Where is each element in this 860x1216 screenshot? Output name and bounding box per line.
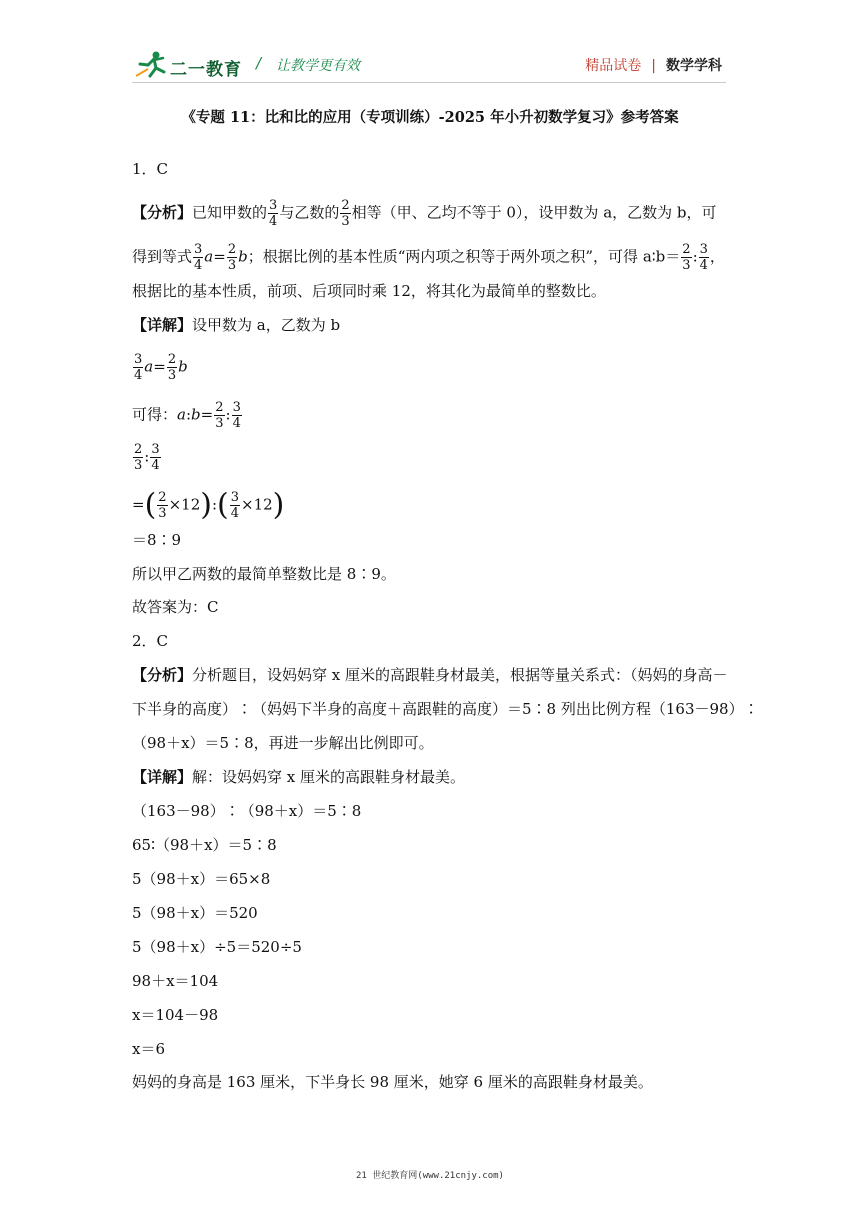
q1-result: ＝8∶9 — [132, 531, 182, 549]
detail-tag: 【详解】 — [132, 768, 193, 786]
q1-conclusion: 所以甲乙两数的最简单整数比是 8∶9。 — [132, 565, 396, 583]
math-var: b — [191, 405, 201, 424]
q1-step-1 — [132, 442, 162, 473]
q1-analysis-line-1 — [132, 198, 717, 229]
math-var: a — [204, 247, 214, 266]
analysis-tag: 【分析】 — [132, 203, 193, 222]
q2-analysis-line-3: （98＋x）＝5∶8，再进一步解出比例即可。 — [132, 734, 434, 752]
q2-step: 65∶（98＋x）＝5∶8 — [132, 836, 277, 854]
analysis-text: 相等（甲、乙均不等于 0），设甲数为 a，乙数为 b，可 — [351, 203, 717, 222]
q2-step: （163－98）∶（98＋x）＝5∶8 — [132, 802, 362, 820]
q2-step: x＝6 — [132, 1040, 166, 1058]
math-op: = — [132, 495, 145, 514]
math-var: b — [238, 247, 248, 266]
fraction: $\frac{2}{3}$ — [167, 352, 177, 383]
q2-step: x＝104－98 — [132, 1006, 219, 1024]
header-rule — [132, 82, 726, 83]
analysis-tag: 【分析】 — [132, 666, 193, 684]
detail-text: 可得： — [132, 405, 178, 424]
fraction: $\frac{3}{4}$ — [699, 242, 708, 273]
q2-number: 2．C — [132, 632, 169, 650]
math-op: ×12 — [168, 495, 201, 514]
fraction: $\frac{2}{3}$ — [134, 442, 143, 473]
analysis-text: ， — [709, 247, 725, 266]
math-op: : — [692, 247, 698, 266]
q2-step: 5（98＋x）＝520 — [132, 904, 258, 922]
q1-analysis-line-3: 根据比的基本性质，前项、后项同时乘 12，将其化为最简单的整数比。 — [132, 282, 606, 300]
header-label: 精品试卷 — [585, 58, 642, 74]
logo-text: 二一教育 — [170, 60, 242, 80]
q1-equation — [132, 352, 188, 383]
math-op: = — [213, 247, 226, 266]
q2-step: 5（98＋x）＝65×8 — [132, 870, 271, 888]
fraction: $\frac{3}{4}$ — [269, 198, 278, 229]
fraction: $\frac{3}{4}$ — [151, 442, 160, 473]
q1-number: 1．C — [132, 160, 169, 178]
math-var: b — [178, 357, 188, 376]
document-title: 《专题 11：比和比的应用（专项训练）-2025 年小升初数学复习》参考答案 — [181, 109, 679, 126]
runner-logo-icon — [136, 50, 170, 78]
fraction: $\frac{3}{4}$ — [230, 490, 240, 521]
fraction: $\frac{2}{3}$ — [227, 242, 237, 273]
analysis-text: ；根据比例的基本性质“两内项之积等于两外项之积”，可得 a∶b＝ — [247, 247, 681, 266]
q1-answer: 故答案为：C — [132, 598, 219, 616]
header-subject: 数学学科 — [666, 58, 722, 74]
math-var: a — [144, 357, 154, 376]
detail-text: 解：设妈妈穿 x 厘米的高跟鞋身材最美。 — [192, 768, 466, 786]
fraction: $\frac{3}{4}$ — [134, 352, 143, 383]
page-footer: 21 世纪教育网(www.21cnjy.com) — [356, 1171, 504, 1181]
fraction: $\frac{2}{3}$ — [215, 400, 224, 431]
q1-step-2: =( $\frac{2}{3}$ ×12):( $\frac{3}{4}$ ×12) — [132, 487, 285, 523]
fraction: $\frac{2}{3}$ — [341, 198, 350, 229]
analysis-text: 与乙数的 — [279, 203, 340, 222]
analysis-text: 已知甲数的 — [192, 203, 268, 222]
math-op: ×12 — [241, 495, 273, 514]
math-op: = — [200, 405, 214, 424]
header-separator: | — [651, 58, 656, 74]
q1-detail-line — [132, 315, 340, 335]
header-slogan: 让教学更有效 — [276, 58, 360, 74]
math-op: : — [225, 405, 231, 424]
math-op: = — [153, 357, 166, 376]
analysis-text: 分析题目，设妈妈穿 x 厘米的高跟鞋身材最美，根据等量关系式：（妈妈的身高－ — [192, 666, 728, 684]
detail-text: 设甲数为 a，乙数为 b — [192, 316, 341, 334]
page-header — [132, 46, 726, 86]
header-right — [585, 55, 722, 75]
q2-analysis-line-2: 下半身的高度）∶（妈妈下半身的高度＋高跟鞋的高度）＝5∶8 列出比例方程（163－98）∶ — [132, 700, 759, 718]
fraction: $\frac{2}{3}$ — [158, 490, 167, 521]
fraction: $\frac{2}{3}$ — [682, 242, 691, 273]
q2-analysis-line-1 — [132, 665, 728, 685]
math-op: : — [211, 495, 218, 514]
header-divider: / — [256, 54, 262, 72]
q2-detail-line — [132, 767, 465, 787]
analysis-text: 得到等式 — [132, 247, 193, 266]
q1-ratio — [132, 400, 243, 431]
fraction: $\frac{3}{4}$ — [194, 242, 203, 273]
q2-conclusion: 妈妈的身高是 163 厘米，下半身长 98 厘米，她穿 6 厘米的高跟鞋身材最美。 — [132, 1073, 653, 1091]
math-op: : — [185, 405, 192, 424]
math-op: : — [144, 447, 150, 466]
fraction: $\frac{3}{4}$ — [232, 400, 241, 431]
math-var: a — [177, 405, 186, 424]
q1-analysis-line-2 — [132, 242, 725, 273]
detail-tag: 【详解】 — [132, 316, 193, 334]
q2-step: 5（98＋x）÷5＝520÷5 — [132, 938, 302, 956]
q2-step: 98＋x＝104 — [132, 972, 219, 990]
